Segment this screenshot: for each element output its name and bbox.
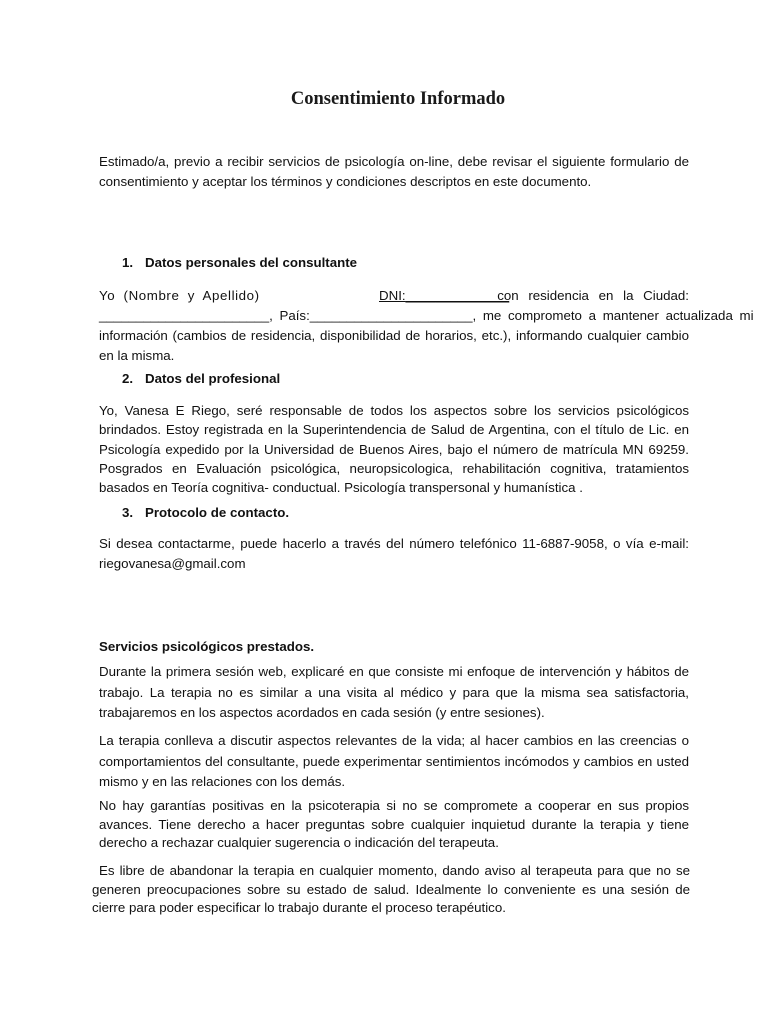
name-label: Yo (Nombre y Apellido) — [99, 288, 260, 303]
section3-heading — [122, 505, 289, 520]
services-paragraph-2: La terapia conlleva a discutir aspectos relevantes de la vida; al hacer cambios en las creencias o comportamientos del consultante, puede experimentar sentimientos incómodos y cambios en usted mismo y en las relaciones con los demás. — [99, 733, 689, 789]
services-heading: Servicios psicológicos prestados. — [99, 639, 315, 654]
section1-heading — [122, 255, 357, 270]
document-title: Consentimiento Informado — [290, 89, 506, 109]
section2-heading — [122, 371, 280, 386]
dni-blank: ______________ — [405, 288, 510, 303]
section2-number: 2. — [122, 371, 134, 386]
section1-rest: información (cambios de residencia, disponibilidad de horarios, etc.), informando cualquier cambio en la misma. — [99, 328, 689, 363]
residence-label: __con residencia en la Ciudad: — [482, 288, 689, 303]
services-paragraph-4: Es libre de abandonar la terapia en cualquier momento, dando aviso al terapeuta para que no se generen preocupaciones sobre su estado de salud. Idealmente lo conveniente es una sesión de cierre para poder especificar lo trabajo durante el proceso terapéutico. — [92, 863, 690, 915]
section1-number: 1. — [122, 255, 134, 270]
section3-number: 3. — [122, 505, 134, 520]
section3-body: Si desea contactarme, puede hacerlo a través del número telefónico 11-6887-9058, o vía e-mail: riegovanesa@gmail.com — [99, 536, 689, 571]
section1-body — [99, 286, 754, 366]
intro-paragraph: Estimado/a, previo a recibir servicios de psicología on-line, debe revisar el siguiente formulario de consentimiento y aceptar los términos y condiciones descriptos en este documento. — [99, 154, 689, 189]
section2-title: Datos del profesional — [145, 371, 281, 386]
section2-body: Yo, Vanesa E Riego, seré responsable de todos los aspectos sobre los servicios psicológicos brindados. Estoy registrada en la Superintendencia de Salud de Argentina, con el título de Lic. en Psicología expedido por la Universidad de Buenos Aires, bajo el número de matrícula MN 69259. Posgrados en Evaluación psicológica, neuropsicologica, rehabilitación cognitiva, tratamientos basados en Teoría cognitiva- conductual. Psicología transpersonal y humanística . — [99, 403, 689, 496]
section1-title: Datos personales del consultante — [145, 255, 358, 270]
section1-line1 — [99, 286, 689, 306]
dni-label: DNI: — [379, 288, 406, 303]
section3-title: Protocolo de contacto. — [145, 505, 290, 520]
services-paragraph-1: Durante la primera sesión web, explicaré en que consiste mi enfoque de intervención y hábitos de trabajo. La terapia no es similar a una visita al médico y para que la misma sea satisfactoria, trabajaremos en los aspectos acordados en cada sesión (y entre sesiones). — [99, 664, 689, 720]
services-paragraph-3: No hay garantías positivas en la psicoterapia si no se compromete a cooperar en sus propios avances. Tiene derecho a hacer preguntas sobre cualquier inquietud durante la terapia y tiene derecho a rechazar cualquier sugerencia o indicación del terapeuta. — [99, 798, 689, 850]
section1-line2: _______________________, País:______________________, me comprometo a mantener actualizada mi — [99, 308, 754, 323]
